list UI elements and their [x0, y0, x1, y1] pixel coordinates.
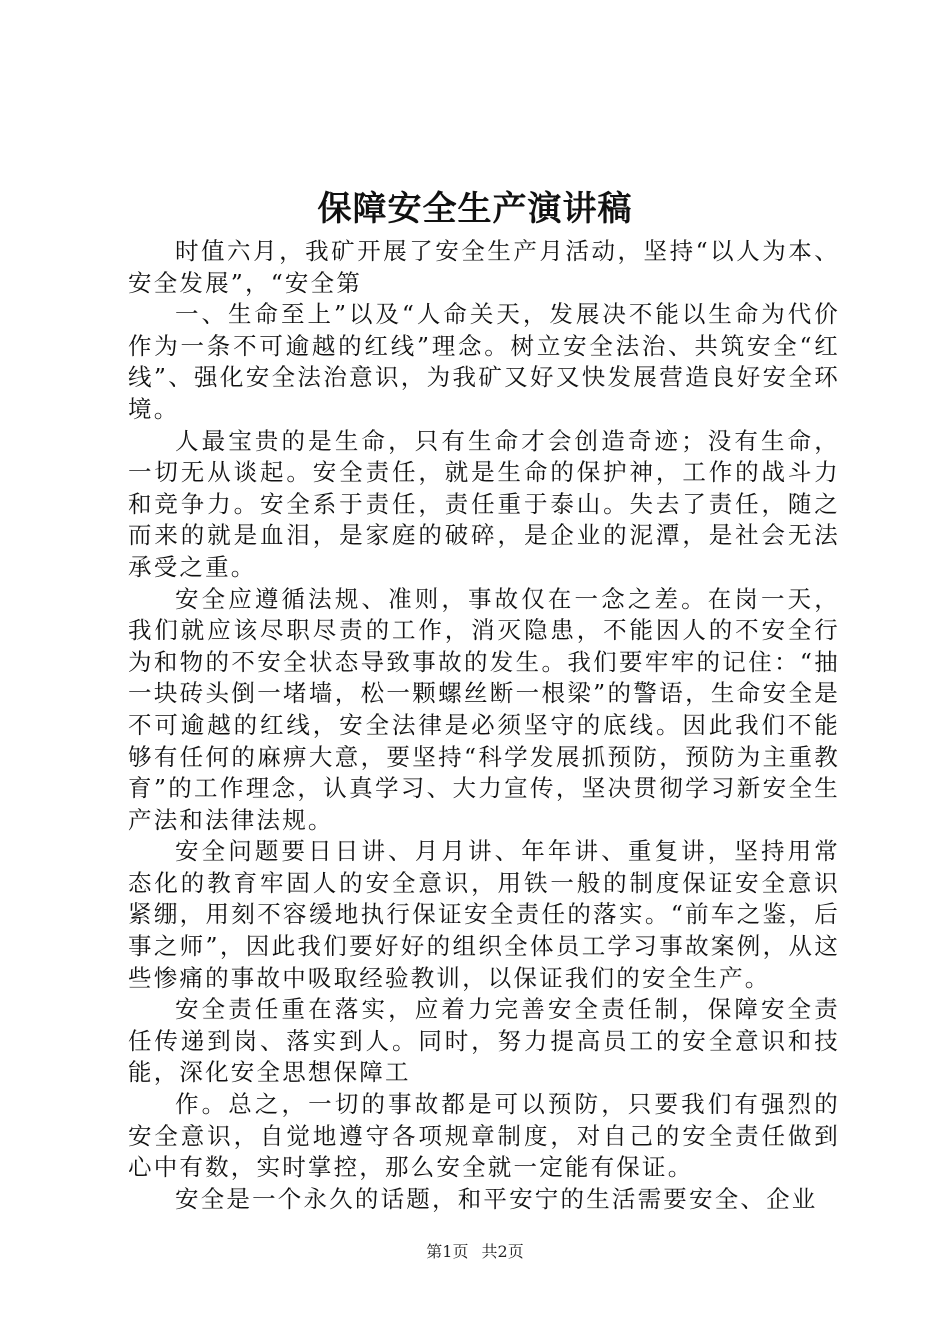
paragraph-2: 一、生命至上”以及“人命关天，发展决不能以生命为代价作为一条不可逾越的红线”理念。树立安全法治、共筑安全“红线”、强化安全法治意识，为我矿又好又快发展营造良好安全环境。 [128, 300, 840, 423]
paragraph-4: 安全应遵循法规、准则，事故仅在一念之差。在岗一天，我们就应该尽职尽责的工作，消灭隐患，不能因人的不安全行为和物的不安全状态导致事故的发生。我们要牢牢的记住：“抽一块砖头倒一堵墙，松一颗螺丝断一根梁”的警语，生命安全是不可逾越的红线，安全法律是必须坚守的底线。因此我们不能够有任何的麻痹大意，要坚持“科学发展抓预防，预防为主重教育”的工作理念，认真学习、大力宣传，坚决贯彻学习新安全生产法和法律法规。 [128, 584, 840, 834]
page-footer [0, 1240, 950, 1264]
document-title: 保障安全生产演讲稿 [317, 189, 633, 229]
paragraph-7: 作。总之，一切的事故都是可以预防，只要我们有强烈的安全意识，自觉地遵守各项规章制度，对自己的安全责任做到心中有数，实时掌控，那么安全就一定能有保证。 [128, 1090, 840, 1182]
paragraph-5: 安全问题要日日讲、月月讲、年年讲、重复讲，坚持用常态化的教育牢固人的安全意识，用铁一般的制度保证安全意识紧绷，用刻不容缓地执行保证安全责任的落实。“前车之鉴，后事之师”，因此我们要好好的组织全体员工学习事故案例，从这些惨痛的事故中吸取经验教训，以保证我们的安全生产。 [128, 837, 840, 992]
paragraph-1: 时值六月，我矿开展了安全生产月活动，坚持“以人为本、安全发展”，“安全第 [128, 237, 840, 297]
paragraph-8: 安全是一个永久的话题，和平安宁的生活需要安全、企业 [175, 1184, 818, 1213]
document-body [128, 236, 840, 1215]
page-number-total: 共2页 [481, 1242, 524, 1261]
page-number-current: 第1页 [426, 1242, 469, 1261]
paragraph-6: 安全责任重在落实，应着力完善安全责任制，保障安全责任传递到岗、落实到人。同时，努力提高员工的安全意识和技能，深化安全思想保障工 [128, 995, 840, 1087]
paragraph-3: 人最宝贵的是生命，只有生命才会创造奇迹；没有生命，一切无从谈起。安全责任，就是生命的保护神，工作的战斗力和竞争力。安全系于责任，责任重于泰山。失去了责任，随之而来的就是血泪，是家庭的破碎，是企业的泥潭，是社会无法承受之重。 [128, 426, 840, 581]
